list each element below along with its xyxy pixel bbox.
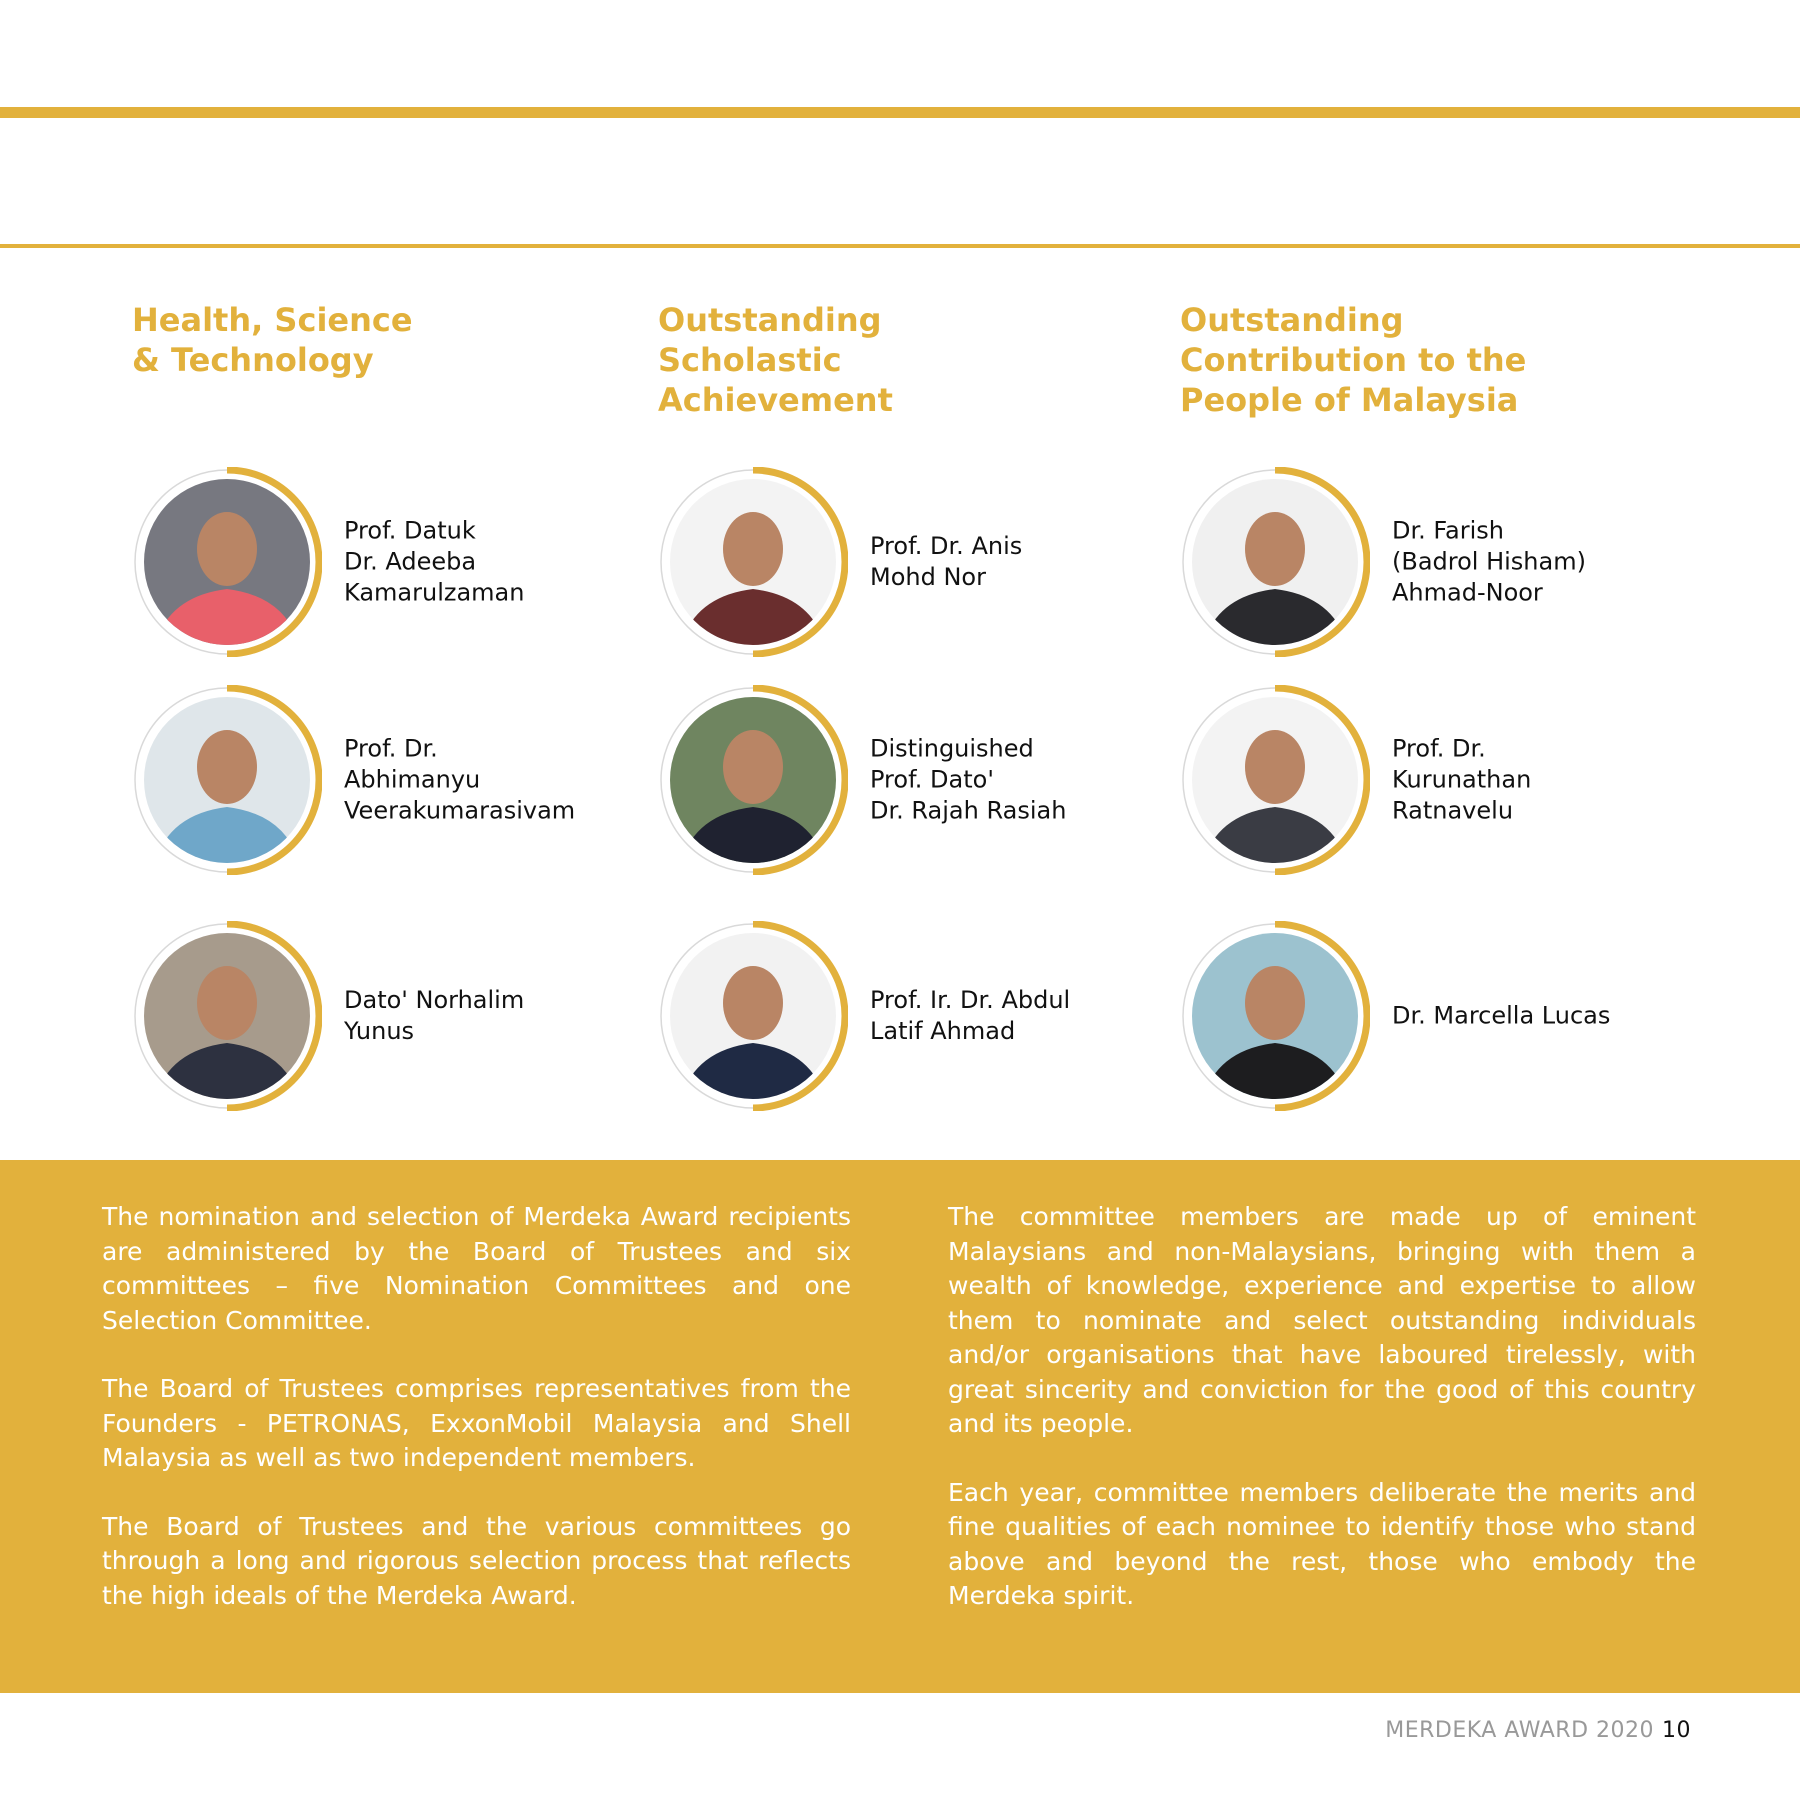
panel-right-text	[948, 1200, 1696, 1648]
top-gold-rule	[0, 107, 1800, 118]
member-photo	[1180, 921, 1370, 1111]
paragraph: Each year, committee members deliberate the merits and fine qualities of each nominee to identify those who stand above and beyond the rest, those who embody the Merdeka spirit.	[948, 1477, 1696, 1610]
footer-title: MERDEKA AWARD 2020	[1385, 1718, 1654, 1743]
member-name: Prof. Dr. Anis Mohd Nor	[870, 532, 1023, 591]
paragraph: The nomination and selection of Merdeka Award recipients are administered by the Board of Trustees and six committees – five Nomination Committees and one Selection Committee.	[102, 1202, 851, 1335]
panel-left-text	[102, 1200, 851, 1647]
member-photo	[658, 467, 848, 657]
committee-heading: Outstanding Scholastic Achievement	[658, 301, 893, 419]
committee-column	[132, 300, 652, 1045]
committee-member	[1180, 685, 1740, 875]
member-name: Dr. Marcella Lucas	[1392, 1001, 1611, 1030]
member-photo	[132, 467, 322, 657]
member-name: Prof. Ir. Dr. Abdul Latif Ahmad	[870, 986, 1071, 1045]
page-footer	[1385, 1718, 1691, 1743]
committee-member	[132, 685, 692, 875]
committee-column	[658, 300, 1178, 1045]
member-name: Prof. Dr. Abhimanyu Veerakumarasivam	[344, 734, 576, 825]
page-number: 10	[1662, 1718, 1691, 1743]
committee-member	[132, 467, 692, 657]
committee-member	[132, 921, 692, 1111]
member-photo	[1180, 685, 1370, 875]
info-panel	[0, 1160, 1800, 1693]
committee-member	[658, 467, 1218, 657]
member-photo	[658, 685, 848, 875]
member-photo	[658, 921, 848, 1111]
committee-heading: Outstanding Contribution to the People of Malaysia	[1180, 301, 1527, 419]
paragraph: The committee members are made up of eminent Malaysians and non-Malaysians, bringing with them a wealth of knowledge, experience and expertise to allow them to nominate and select outstanding individuals and/or organisations that have laboured tirelessly, with great sincerity and conviction for the good of this country and its people.	[948, 1202, 1696, 1438]
section-gold-rule	[0, 244, 1800, 248]
committee-member	[658, 921, 1218, 1111]
paragraph: The Board of Trustees comprises representatives from the Founders - PETRONAS, ExxonMobil Malaysia and Shell Malaysia as well as two independent members.	[102, 1374, 851, 1472]
member-name: Dato' Norhalim Yunus	[344, 986, 525, 1045]
committee-column	[1180, 300, 1700, 1030]
committee-heading: Health, Science & Technology	[132, 301, 413, 379]
member-photo	[132, 921, 322, 1111]
committee-member	[1180, 467, 1740, 657]
member-name: Prof. Dr. Kurunathan Ratnavelu	[1392, 734, 1532, 825]
member-photo	[132, 685, 322, 875]
member-name: Dr. Farish (Badrol Hisham) Ahmad-Noor	[1392, 516, 1586, 607]
member-name: Distinguished Prof. Dato' Dr. Rajah Rasiah	[870, 734, 1067, 825]
member-photo	[1180, 467, 1370, 657]
committee-member	[658, 685, 1218, 875]
committee-member	[1180, 921, 1740, 1111]
member-name: Prof. Datuk Dr. Adeeba Kamarulzaman	[344, 516, 525, 607]
paragraph: The Board of Trustees and the various committees go through a long and rigorous selection process that reflects the high ideals of the Merdeka Award.	[102, 1511, 851, 1610]
